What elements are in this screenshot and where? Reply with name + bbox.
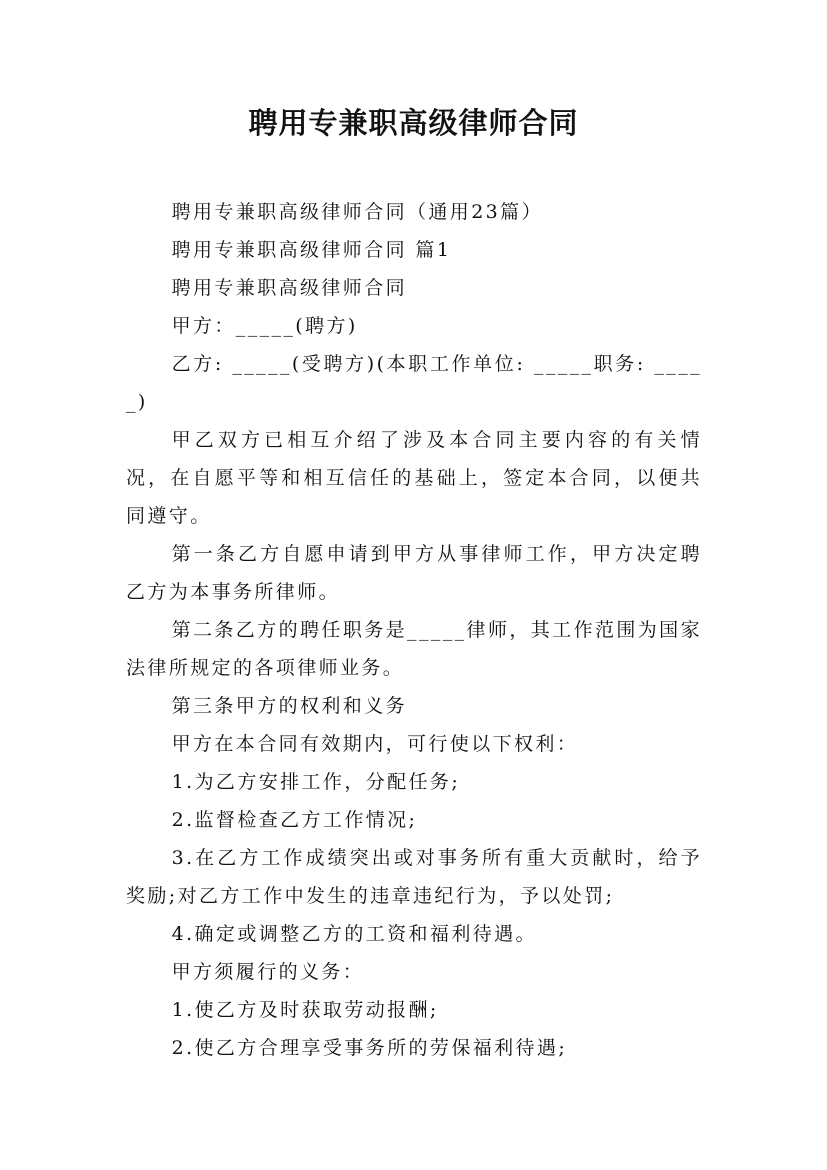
paragraph-preamble: 甲乙双方已相互介绍了涉及本合同主要内容的有关情况，在自愿平等和相互信任的基础上，签定本合同，以便共同遵守。	[126, 429, 702, 527]
paragraph-section-heading: 聘用专兼职高级律师合同 篇1	[171, 239, 452, 261]
paragraph-party-b: 乙方: _____(受聘方)(本职工作单位: _____职务: _____)	[126, 353, 702, 413]
paragraph-contract-name: 聘用专兼职高级律师合同	[171, 277, 407, 299]
paragraph-party-a-rights: 甲方在本合同有效期内，可行使以下权利：	[171, 733, 579, 755]
list-item: 2.监督检查乙方工作情况;	[171, 809, 418, 831]
list-item: 2.使乙方合理享受事务所的劳保福利待遇;	[171, 1037, 568, 1059]
paragraph-article-3-heading: 第三条甲方的权利和义务	[171, 695, 407, 717]
document-title: 聘用专兼职高级律师合同	[248, 106, 579, 140]
paragraph-party-a: 甲方：_____(聘方)	[171, 315, 358, 337]
paragraph-article-1: 第一条乙方自愿申请到甲方从事律师工作，甲方决定聘乙方为本事务所律师。	[126, 543, 702, 603]
paragraph-article-2: 第二条乙方的聘任职务是_____律师，其工作范围为国家法律所规定的各项律师业务。	[126, 619, 702, 679]
list-item: 1.为乙方安排工作，分配任务;	[171, 771, 461, 793]
list-item: 4.确定或调整乙方的工资和福利待遇。	[171, 923, 537, 945]
paragraph-party-a-obligations: 甲方须履行的义务：	[171, 961, 365, 983]
document-body	[126, 193, 702, 1067]
list-item: 3.在乙方工作成绩突出或对事务所有重大贡献时，给予奖励;对乙方工作中发生的违章违纪行为，予以处罚;	[126, 847, 702, 907]
list-item: 1.使乙方及时获取劳动报酬;	[171, 999, 439, 1021]
paragraph-subtitle: 聘用专兼职高级律师合同（通用23篇）	[171, 201, 543, 223]
